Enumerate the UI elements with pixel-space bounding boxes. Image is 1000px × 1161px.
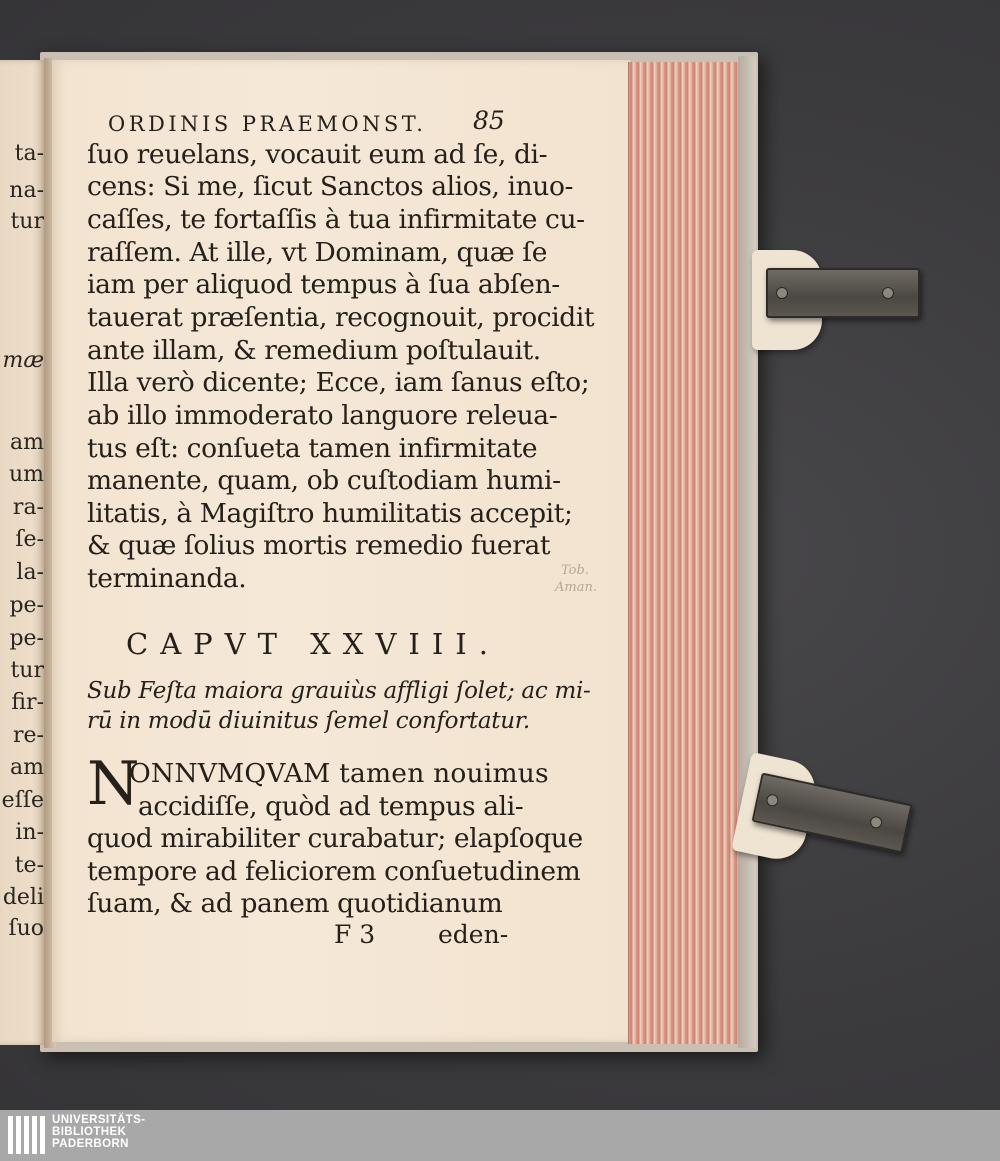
clasp-rivet [776,287,788,299]
left-page-fragment: ra- [12,495,44,520]
clasp-rivet [882,287,894,299]
left-page-fragment: um [8,462,44,487]
body-line: accidiſſe, quòd ad tempus ali- [138,791,524,822]
left-page-fragment: tur [10,209,44,234]
left-page-fragment: in- [15,820,44,845]
left-page-fragment: re- [13,723,44,748]
signature-mark: F 3 [334,920,376,949]
body-line: & quæ ſolius mortis remedio fuerat [87,530,551,561]
library-logo-icon [8,1116,45,1154]
catchword: eden- [438,920,509,949]
cover-board-edge [738,56,756,1048]
lower-clasp [731,752,928,887]
institution-name [52,1114,145,1150]
bleed-through-note: Tob. [561,563,589,578]
body-line: litatis, à Magiſtro humilitatis accepit; [87,498,573,529]
chapter-summary-line: rū in modū diuinitus ſemel confortatur. [87,708,530,734]
left-page-fragment: deli [2,885,44,910]
left-page-fragment: pe- [9,593,44,618]
left-page-fragment: ta- [14,141,44,166]
institution-line: BIBLIOTHEK [52,1126,127,1138]
page-number: 85 [473,106,505,135]
body-line: cens: Si me, ſicut Sanctos alios, inuo- [87,171,574,202]
body-line: ſuam, & ad panem quotidianum [87,888,503,919]
left-page-fragment: am [10,430,44,455]
body-line: tus eſt: conſueta tamen infirmitate [87,433,538,464]
bleed-through-note: Aman. [555,580,597,595]
left-page-fragment: pe- [9,626,44,651]
left-page-fragment: am [10,755,44,780]
left-page-fragment: te- [14,853,44,878]
institution-line: PADERBORN [52,1138,129,1150]
left-page-fragment: ſuo [8,916,44,941]
body-line: iam per aliquod tempus à ſua abſen- [87,269,560,300]
body-line: manente, quam, ob cuſtodiam humi- [87,465,561,496]
left-page-fragment: na- [9,178,44,203]
left-page-fragment: fir- [11,690,44,715]
upper-clasp [752,250,932,350]
body-line: Illa verò dicente; Ecce, iam ſanus eſto; [87,367,590,398]
left-page-fragment: tur [10,658,44,683]
drop-cap: N [87,749,140,819]
body-line: tauerat præſentia, recognouit, procidit [87,302,595,333]
body-line: ante illam, & remedium poſtulauit. [87,335,541,366]
chapter-summary-line: Sub Feſta maiora grauiùs affligi ſolet; ac mi- [87,678,591,704]
body-line: tempore ad feliciorem conſuetudinem [87,856,581,887]
body-line: raſſem. At ille, vt Dominam, quæ ſe [87,237,547,268]
page-fore-edge [628,62,747,1044]
body-line: ab illo immoderato languore releua- [87,400,558,431]
body-line: ſuo reuelans, vocauit eum ad ſe, di- [87,139,548,170]
chapter-heading: CAPVT XXVIII. [126,627,500,661]
left-page-fragment: ſe- [15,527,44,552]
body-line: ONNVMQVAM tamen nouimus [129,758,549,789]
left-page-fragment: la- [16,560,44,585]
left-page-edge [0,60,46,1045]
body-line: quod mirabiliter curabatur; elapſoque [87,823,583,854]
body-line: caſſes, te fortaſſis à tua infirmitate cu- [87,204,585,235]
institution-line: UNIVERSITÄTS- [52,1114,146,1126]
clasp-metal [766,268,920,318]
body-line: terminanda. [87,563,247,594]
left-page-fragment: mæ [2,348,44,373]
left-page-fragment: eſſe [1,788,44,813]
footer-bar [0,1110,1000,1161]
running-head: ORDINIS PRAEMONST. [108,112,427,136]
